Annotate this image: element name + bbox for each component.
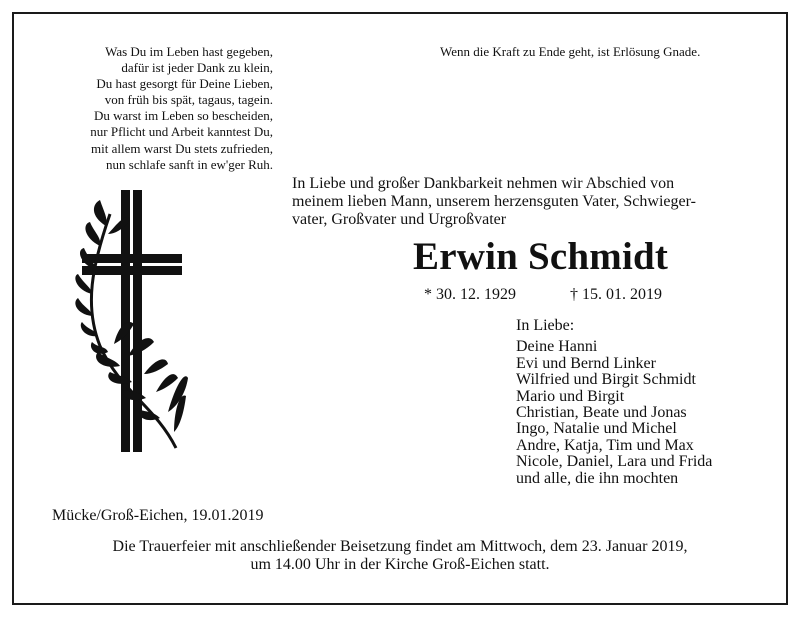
funeral-notice-line: Die Trauerfeier mit anschließender Beisetzung findet am Mittwoch, dem 23. Januar 2019, [112, 538, 688, 555]
mourners-heading: In Liebe: [516, 317, 575, 334]
poem-line: mit allem warst Du stets zufrieden, [91, 140, 273, 156]
mourner: Wilfried und Birgit Schmidt [516, 371, 696, 389]
intro-line: vater, Großvater und Urgroßvater [292, 211, 507, 228]
deceased-name: Erwin Schmidt [413, 235, 669, 278]
mourner: Mario und Birgit [516, 387, 625, 405]
poem-line: nur Pflicht und Arbeit kanntest Du, [90, 124, 273, 140]
poem [90, 44, 273, 173]
mourner: Christian, Beate und Jonas [516, 404, 687, 422]
poem-line: Du hast gesorgt für Deine Lieben, [96, 76, 273, 92]
intro-text [292, 175, 696, 229]
mourner: und alle, die ihn mochten [516, 469, 679, 487]
funeral-notice [40, 538, 760, 574]
mourner: Ingo, Natalie und Michel [516, 420, 677, 438]
mourner: Evi und Bernd Linker [516, 354, 656, 372]
poem-line: Was Du im Leben hast gegeben, [105, 44, 273, 59]
intro-line: meinem lieben Mann, unserem herzensguten Vater, Schwieger- [292, 193, 696, 210]
motto: Wenn die Kraft zu Ende geht, ist Erlösung Gnade. [440, 44, 701, 59]
intro-line: In Liebe und großer Dankbarkeit nehmen wir Abschied von [292, 175, 675, 192]
poem-line: nun schlafe sanft in ew'ger Ruh. [106, 156, 273, 172]
mourner: Andre, Katja, Tim und Max [516, 436, 694, 454]
mourners-list [516, 318, 712, 487]
poem-line: dafür ist jeder Dank zu klein, [121, 60, 273, 76]
cross-with-palm-branch-icon [70, 186, 194, 456]
death-date: † 15. 01. 2019 [570, 286, 662, 303]
place-and-date: Mücke/Groß-Eichen, 19.01.2019 [52, 507, 264, 524]
poem-line: von früh bis spät, tagaus, tagein. [104, 92, 273, 108]
mourner: Deine Hanni [516, 338, 598, 356]
birth-date: * 30. 12. 1929 [424, 286, 516, 303]
funeral-notice-line: um 14.00 Uhr in der Kirche Groß-Eichen statt. [250, 556, 550, 573]
poem-line: Du warst im Leben so bescheiden, [93, 108, 273, 124]
mourner: Nicole, Daniel, Lara und Frida [516, 453, 713, 471]
